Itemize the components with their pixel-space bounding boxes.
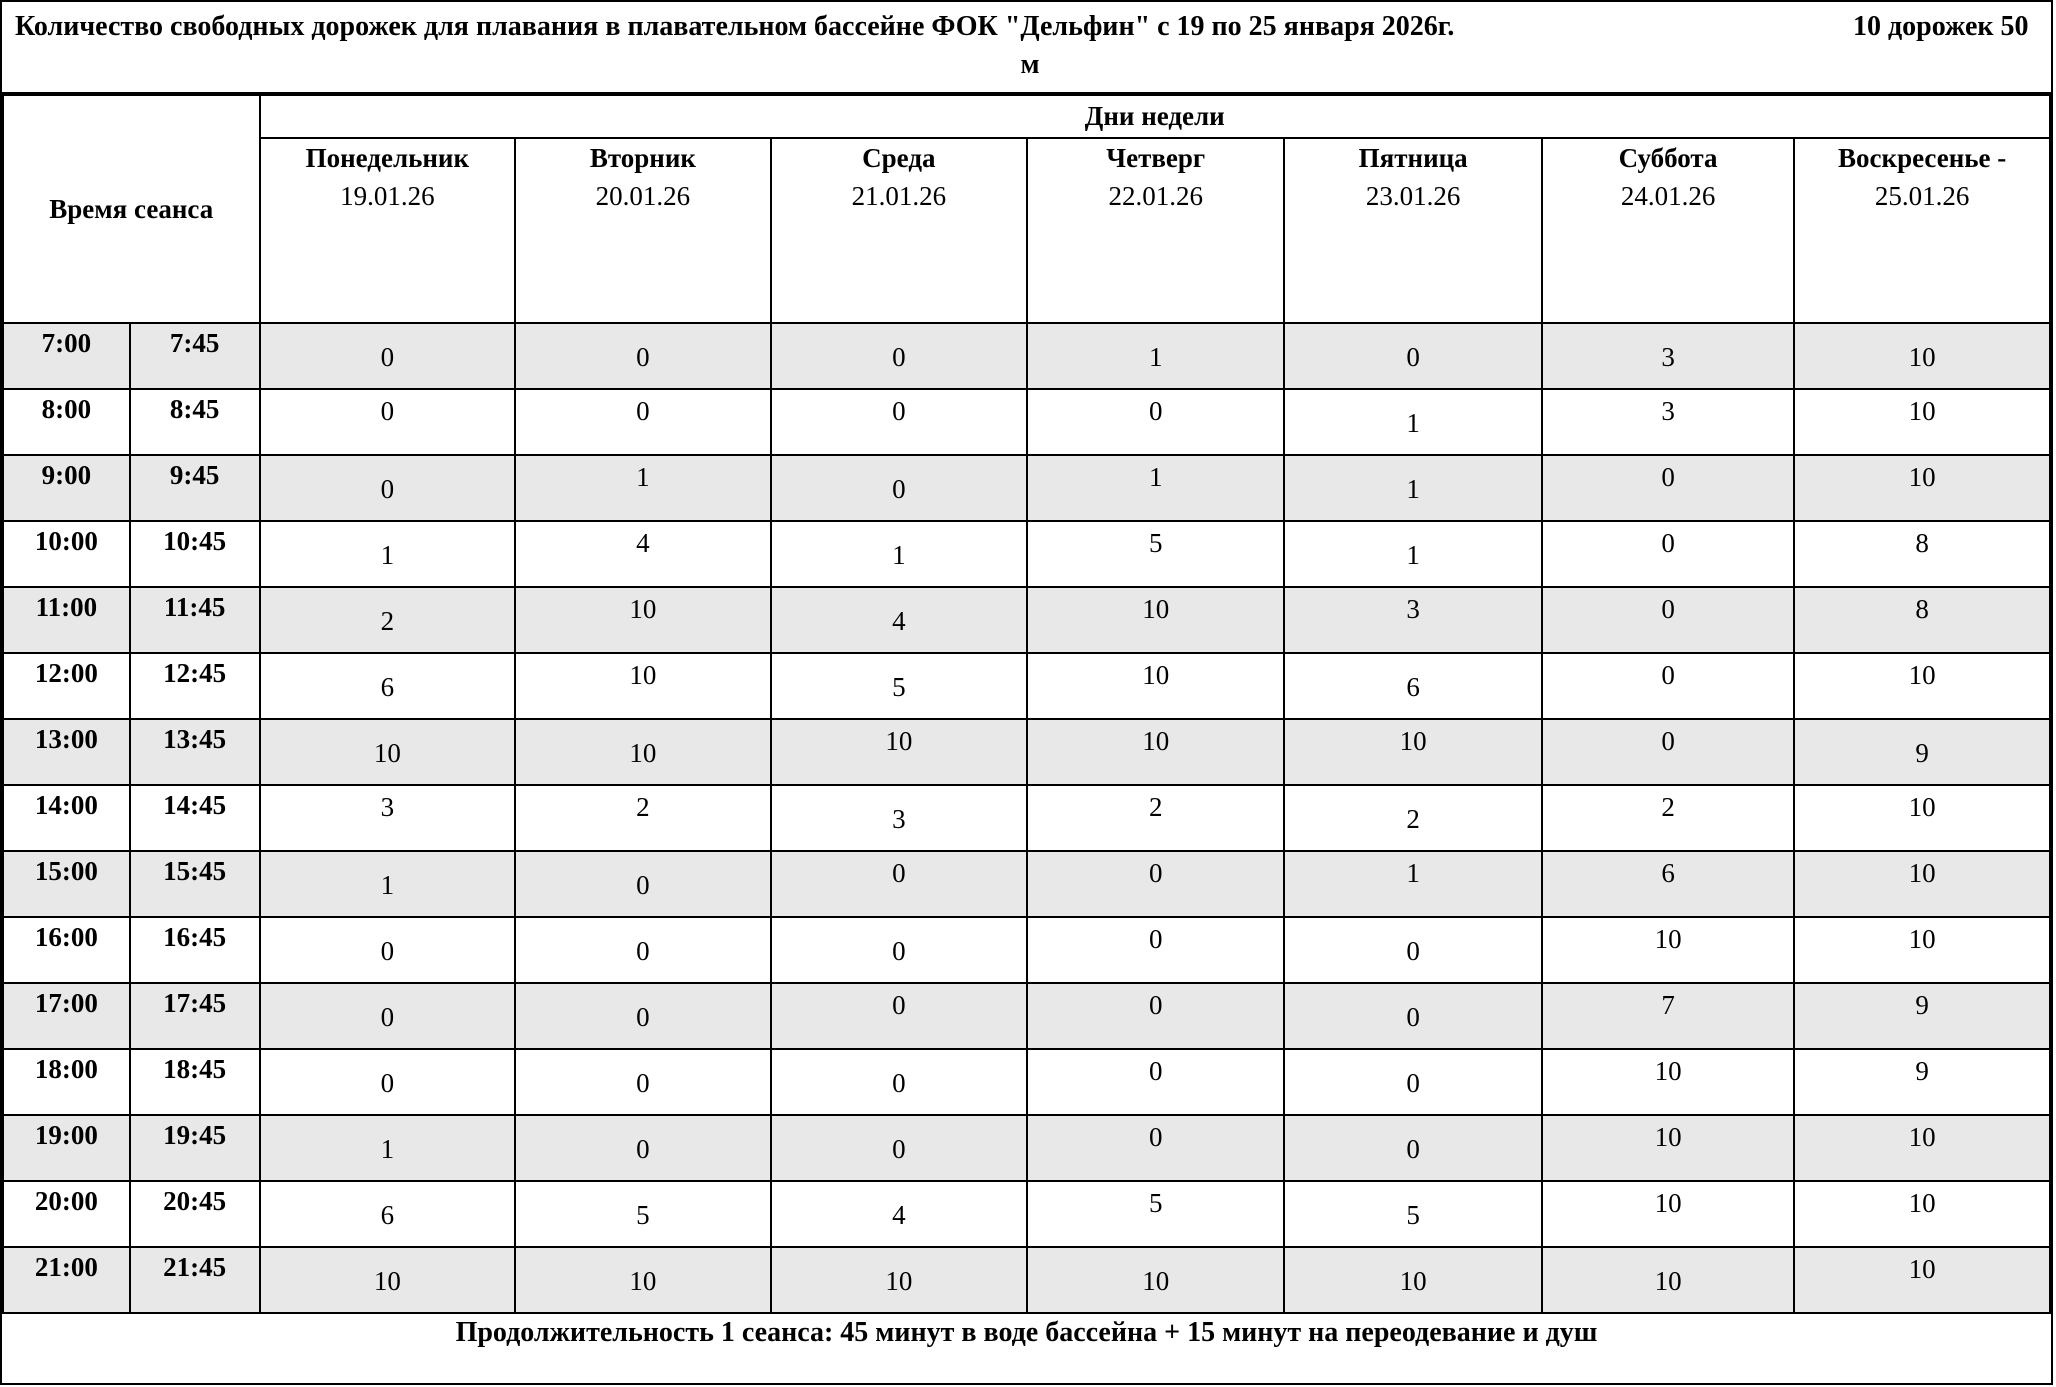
day-header: [1027, 138, 1284, 323]
session-end-time: 15:45: [130, 851, 260, 917]
free-lanes-cell: 0: [260, 1049, 516, 1115]
free-lanes-cell: 3: [1542, 323, 1794, 389]
free-lanes-cell: 1: [260, 1115, 516, 1181]
session-start-time: 9:00: [3, 455, 130, 521]
table-row: [3, 1181, 2050, 1247]
free-lanes-cell: 2: [1542, 785, 1794, 851]
free-lanes-cell: 10: [1027, 587, 1284, 653]
free-lanes-cell: 0: [515, 323, 770, 389]
free-lanes-cell: 2: [515, 785, 770, 851]
free-lanes-cell: 0: [260, 983, 516, 1049]
free-lanes-cell: 10: [1794, 1181, 2050, 1247]
free-lanes-cell: 0: [1542, 587, 1794, 653]
table-row: [3, 323, 2050, 389]
day-date: 21.01.26: [851, 181, 947, 211]
free-lanes-cell: 0: [515, 851, 770, 917]
free-lanes-cell: 0: [515, 389, 770, 455]
free-lanes-cell: 0: [1542, 521, 1794, 587]
session-end-time: 18:45: [130, 1049, 260, 1115]
free-lanes-cell: 8: [1794, 521, 2050, 587]
free-lanes-cell: 5: [771, 653, 1027, 719]
free-lanes-cell: 0: [1027, 389, 1284, 455]
table-row: [3, 719, 2050, 785]
free-lanes-cell: 8: [1794, 587, 2050, 653]
day-name: Пятница: [1358, 143, 1468, 173]
free-lanes-cell: 0: [260, 323, 516, 389]
free-lanes-cell: 9: [1794, 983, 2050, 1049]
table-row: [3, 653, 2050, 719]
free-lanes-cell: 5: [1027, 521, 1284, 587]
free-lanes-cell: 10: [1794, 1115, 2050, 1181]
free-lanes-cell: 6: [260, 1181, 516, 1247]
free-lanes-cell: 0: [260, 389, 516, 455]
session-duration-note: Продолжительность 1 сеанса: 45 минут в воде бассейна + 15 минут на переодевание и душ: [455, 1317, 1598, 1348]
free-lanes-cell: 0: [771, 323, 1027, 389]
session-end-time: 12:45: [130, 653, 260, 719]
free-lanes-cell: 0: [1027, 917, 1284, 983]
session-start-time: 10:00: [3, 521, 130, 587]
free-lanes-cell: 10: [1542, 917, 1794, 983]
session-end-time: 11:45: [130, 587, 260, 653]
free-lanes-cell: 0: [260, 917, 516, 983]
free-lanes-cell: 0: [1284, 1115, 1541, 1181]
free-lanes-cell: 9: [1794, 719, 2050, 785]
free-lanes-cell: 0: [771, 983, 1027, 1049]
session-start-time: 14:00: [3, 785, 130, 851]
session-end-time: 21:45: [130, 1247, 260, 1313]
session-end-time: 20:45: [130, 1181, 260, 1247]
free-lanes-cell: 0: [1284, 917, 1541, 983]
free-lanes-cell: 3: [1542, 389, 1794, 455]
table-row: [3, 389, 2050, 455]
session-start-time: 13:00: [3, 719, 130, 785]
table-row: [3, 785, 2050, 851]
free-lanes-cell: 6: [1284, 653, 1541, 719]
free-lanes-cell: 1: [260, 521, 516, 587]
session-start-time: 15:00: [3, 851, 130, 917]
free-lanes-cell: 0: [1542, 653, 1794, 719]
day-name: Вторник: [589, 143, 696, 173]
free-lanes-cell: 0: [1542, 455, 1794, 521]
free-lanes-cell: 7: [1542, 983, 1794, 1049]
session-time-header: Время сеанса: [3, 95, 260, 323]
free-lanes-cell: 0: [771, 389, 1027, 455]
session-start-time: 21:00: [3, 1247, 130, 1313]
free-lanes-cell: 0: [771, 917, 1027, 983]
free-lanes-cell: 10: [1794, 389, 2050, 455]
day-header: [1794, 138, 2050, 323]
free-lanes-cell: 0: [515, 1115, 770, 1181]
free-lanes-cell: 3: [260, 785, 516, 851]
table-row: [3, 851, 2050, 917]
free-lanes-cell: 6: [260, 653, 516, 719]
free-lanes-cell: 4: [771, 1181, 1027, 1247]
free-lanes-cell: 0: [1284, 983, 1541, 1049]
free-lanes-cell: 3: [1284, 587, 1541, 653]
free-lanes-cell: 10: [1542, 1181, 1794, 1247]
free-lanes-cell: 10: [515, 1247, 770, 1313]
table-row: [3, 917, 2050, 983]
day-header: [771, 138, 1027, 323]
free-lanes-cell: 10: [1542, 1247, 1794, 1313]
free-lanes-cell: 1: [1284, 851, 1541, 917]
day-name: Понедельник: [305, 143, 470, 173]
session-end-time: 13:45: [130, 719, 260, 785]
free-lanes-cell: 0: [515, 1049, 770, 1115]
day-name: Среда: [862, 143, 936, 173]
free-lanes-cell: 5: [1284, 1181, 1541, 1247]
day-date: 20.01.26: [595, 181, 691, 211]
free-lanes-cell: 4: [515, 521, 770, 587]
day-header: [1542, 138, 1794, 323]
table-row: [3, 587, 2050, 653]
free-lanes-cell: 0: [1284, 323, 1541, 389]
table-row: [3, 1049, 2050, 1115]
day-date: 22.01.26: [1108, 181, 1203, 211]
free-lanes-cell: 1: [771, 521, 1027, 587]
free-lanes-cell: 3: [771, 785, 1027, 851]
free-lanes-cell: 10: [1542, 1049, 1794, 1115]
table-row: [3, 983, 2050, 1049]
free-lanes-cell: 10: [1284, 1247, 1541, 1313]
free-lanes-cell: 1: [1027, 455, 1284, 521]
free-lanes-cell: 1: [1284, 389, 1541, 455]
title-main: Количество свободных дорожек для плавания в плавательном бассейне ФОК "Дельфин" с 19 по 25 января 2026г.: [15, 11, 1455, 42]
free-lanes-cell: 10: [515, 719, 770, 785]
session-start-time: 7:00: [3, 323, 130, 389]
session-start-time: 18:00: [3, 1049, 130, 1115]
table-row: [3, 521, 2050, 587]
lanes-schedule-table: [2, 94, 2051, 1314]
table-row: [3, 1115, 2050, 1181]
free-lanes-cell: 1: [515, 455, 770, 521]
session-end-time: 14:45: [130, 785, 260, 851]
free-lanes-cell: 10: [1794, 1247, 2050, 1313]
table-row: [3, 455, 2050, 521]
free-lanes-cell: 10: [1794, 653, 2050, 719]
free-lanes-cell: 10: [260, 1247, 516, 1313]
free-lanes-cell: 9: [1794, 1049, 2050, 1115]
free-lanes-cell: 1: [260, 851, 516, 917]
session-end-time: 7:45: [130, 323, 260, 389]
free-lanes-cell: 2: [260, 587, 516, 653]
session-end-time: 16:45: [130, 917, 260, 983]
free-lanes-cell: 10: [1794, 785, 2050, 851]
session-end-time: 10:45: [130, 521, 260, 587]
free-lanes-cell: 10: [515, 587, 770, 653]
free-lanes-cell: 0: [1542, 719, 1794, 785]
day-name: Воскресенье -: [1838, 143, 2007, 173]
free-lanes-cell: 0: [771, 455, 1027, 521]
session-end-time: 17:45: [130, 983, 260, 1049]
day-header: [1284, 138, 1541, 323]
free-lanes-cell: 10: [771, 1247, 1027, 1313]
free-lanes-cell: 5: [515, 1181, 770, 1247]
day-name: Суббота: [1618, 143, 1718, 173]
free-lanes-cell: 10: [1794, 323, 2050, 389]
free-lanes-cell: 0: [1027, 983, 1284, 1049]
free-lanes-cell: 10: [1027, 653, 1284, 719]
free-lanes-cell: 5: [1027, 1181, 1284, 1247]
free-lanes-cell: 1: [1284, 521, 1541, 587]
free-lanes-cell: 1: [1027, 323, 1284, 389]
table-row: [3, 1247, 2050, 1313]
free-lanes-cell: 0: [1284, 1049, 1541, 1115]
free-lanes-cell: 10: [515, 653, 770, 719]
free-lanes-cell: 10: [1794, 455, 2050, 521]
free-lanes-cell: 10: [1794, 851, 2050, 917]
free-lanes-cell: 10: [1542, 1115, 1794, 1181]
free-lanes-cell: 0: [260, 455, 516, 521]
title-lanes-count: 10 дорожек 50: [1853, 11, 2029, 42]
free-lanes-cell: 0: [515, 917, 770, 983]
free-lanes-cell: 10: [260, 719, 516, 785]
day-date: 24.01.26: [1620, 181, 1716, 211]
free-lanes-cell: 0: [1027, 1115, 1284, 1181]
session-end-time: 9:45: [130, 455, 260, 521]
session-start-time: 12:00: [3, 653, 130, 719]
free-lanes-cell: 0: [771, 1115, 1027, 1181]
free-lanes-cell: 0: [1027, 1049, 1284, 1115]
day-date: 25.01.26: [1874, 181, 1970, 211]
day-name: Четверг: [1106, 143, 1206, 173]
free-lanes-cell: 2: [1027, 785, 1284, 851]
free-lanes-cell: 6: [1542, 851, 1794, 917]
session-start-time: 16:00: [3, 917, 130, 983]
session-start-time: 19:00: [3, 1115, 130, 1181]
days-of-week-header: Дни недели: [260, 95, 2050, 138]
free-lanes-cell: 10: [1027, 719, 1284, 785]
session-start-time: 8:00: [3, 389, 130, 455]
session-start-time: 11:00: [3, 587, 130, 653]
free-lanes-cell: 0: [771, 1049, 1027, 1115]
free-lanes-cell: 1: [1284, 455, 1541, 521]
free-lanes-cell: 10: [1794, 917, 2050, 983]
free-lanes-cell: 10: [771, 719, 1027, 785]
session-end-time: 8:45: [130, 389, 260, 455]
day-date: 19.01.26: [340, 181, 435, 211]
session-start-time: 20:00: [3, 1181, 130, 1247]
title-continuation: м: [1020, 49, 1040, 80]
title-row: [2, 2, 2051, 94]
free-lanes-cell: 0: [771, 851, 1027, 917]
free-lanes-cell: 10: [1027, 1247, 1284, 1313]
free-lanes-cell: 2: [1284, 785, 1541, 851]
free-lanes-cell: 0: [1027, 851, 1284, 917]
free-lanes-cell: 4: [771, 587, 1027, 653]
day-header: [515, 138, 770, 323]
free-lanes-cell: 0: [515, 983, 770, 1049]
free-lanes-cell: 10: [1284, 719, 1541, 785]
day-header: [260, 138, 516, 323]
session-start-time: 17:00: [3, 983, 130, 1049]
day-date: 23.01.26: [1365, 181, 1461, 211]
session-end-time: 19:45: [130, 1115, 260, 1181]
